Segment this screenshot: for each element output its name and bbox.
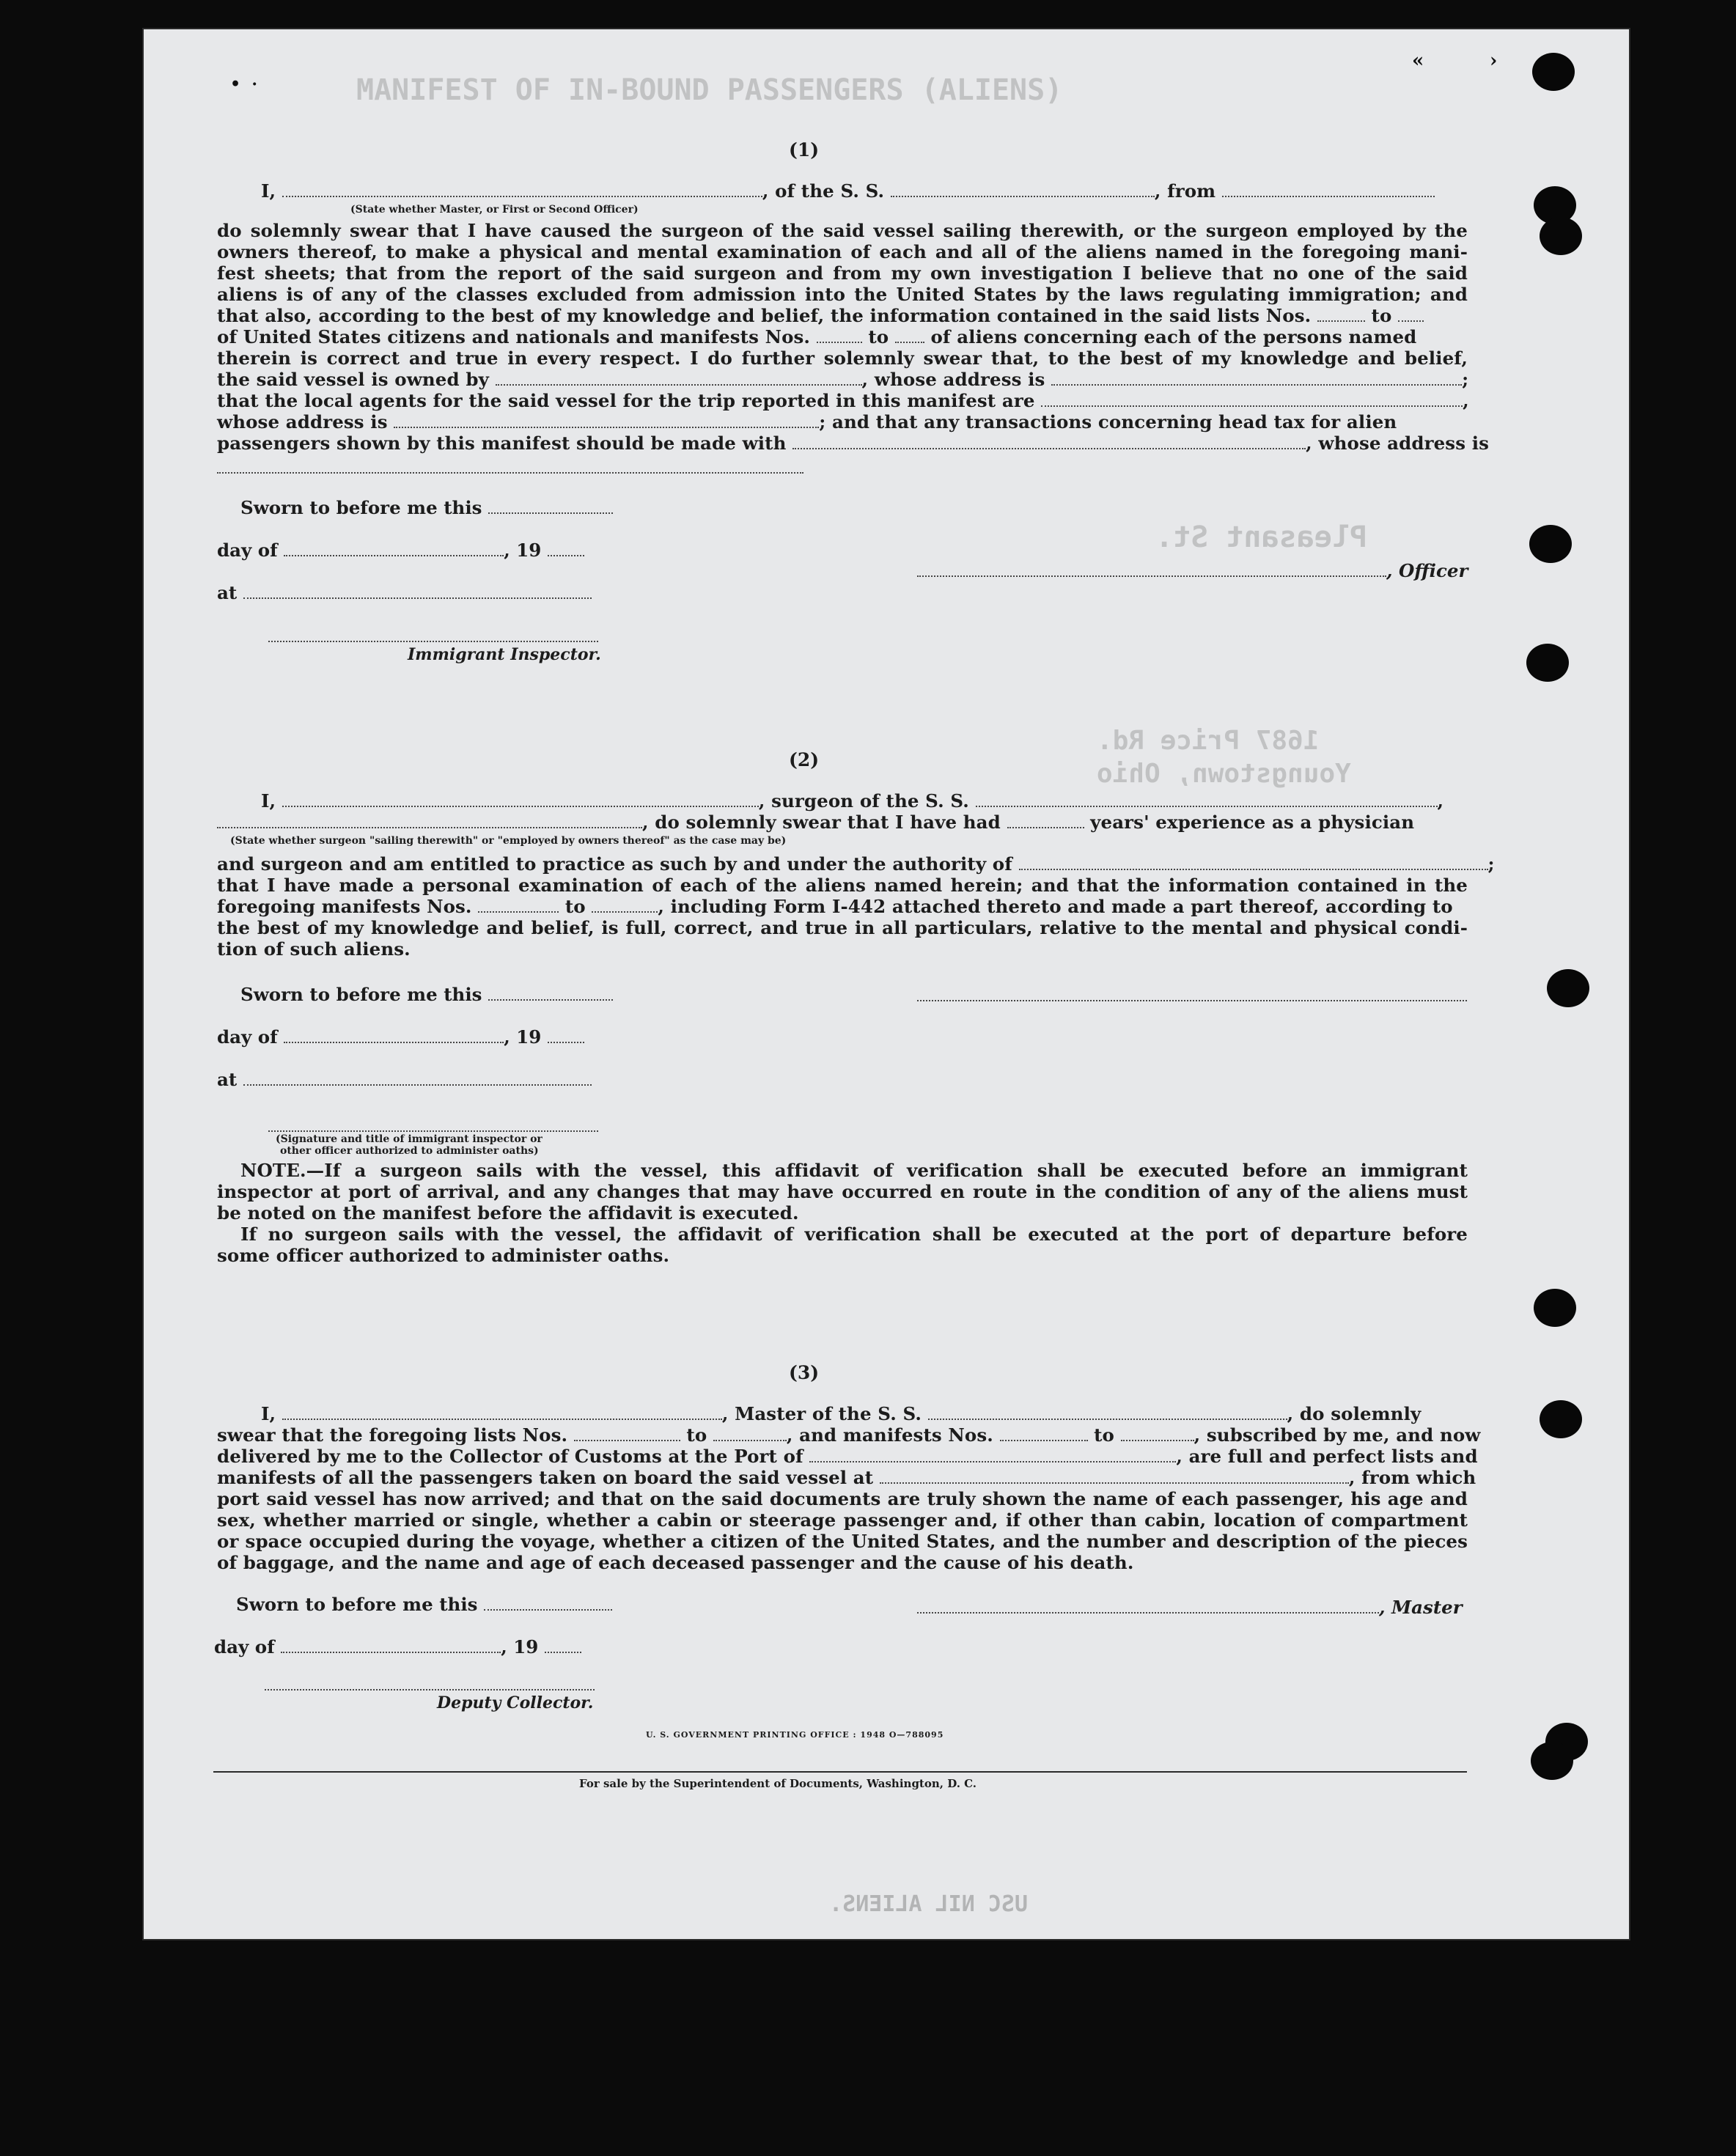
from-label: , from [1154, 180, 1222, 202]
bleed-through-road: 1687 Price Rd. [1097, 726, 1320, 756]
section-2-line-1: I, , surgeon of the S. S. , [261, 790, 1444, 812]
surgeon-signature-line [917, 998, 1467, 1001]
note-line-4: If no surgeon sails with the vessel, the affidavit of verification shall be executed at the port of departure before [240, 1224, 1468, 1245]
section-1-body-5: that also, according to the best of my knowledge and belief, the information contained in the said lists Nos. to [217, 305, 1424, 326]
section-2-sworn: Sworn to before me this [240, 984, 613, 1005]
bleed-through-bottom: USC NIL ALIENS. [829, 1891, 1028, 1917]
punch-hole [1547, 969, 1589, 1007]
printing-office: U. S. GOVERNMENT PRINTING OFFICE : 1948 O—788095 [646, 1730, 944, 1740]
section-1-at: at [217, 582, 592, 603]
section-2-at: at [217, 1069, 592, 1090]
stray-mark: › [1490, 50, 1498, 72]
note-line-5: some officer authorized to administer oaths. [217, 1245, 670, 1266]
immigrant-inspector-label: Immigrant Inspector. [408, 645, 601, 664]
section-1-body-7: therein is correct and true in every respect. I do further solemnly swear that, to the best of my knowledge and belief, [217, 347, 1468, 369]
bleed-through-street: Pleasant St. [1155, 520, 1367, 554]
inspector-signature-line [268, 639, 598, 642]
punch-hole [1526, 644, 1569, 682]
section-1-body-10: whose address is ; and that any transactions concerning head tax for alien [217, 411, 1397, 433]
section-3-line-3: delivered by me to the Collector of Customs at the Port of , are full and perfect lists and [217, 1446, 1478, 1467]
stray-mark: • · [230, 75, 258, 94]
punch-hole [1531, 1742, 1573, 1780]
section-2-number: (2) [789, 749, 820, 770]
note-line-3: be noted on the manifest before the affidavit is executed. [217, 1202, 799, 1224]
address-line [217, 471, 803, 474]
note-line-2: inspector at port of arrival, and any changes that may have occurred en route in the condition of any of the aliens must [217, 1181, 1468, 1202]
state-whether-note: (State whether Master, or First or Second Officer) [350, 204, 639, 216]
punch-hole [1534, 1289, 1576, 1327]
section-1-body-2: owners thereof, to make a physical and mental examination of each and all of the aliens named in the foregoing mani- [217, 241, 1468, 262]
section-1-body-3: fest sheets; that from the report of the said surgeon and from my own investigation I believe that no one of the said [217, 262, 1468, 284]
section-3-sworn: Sworn to before me this [236, 1594, 612, 1615]
section-1-body-4: aliens is of any of the classes excluded from admission into the United States by the laws regulating immigration; and [217, 284, 1468, 305]
section-1-body-11: passengers shown by this manifest should be made with , whose address is [217, 433, 1490, 454]
section-1-number: (1) [789, 139, 820, 161]
section-2-body-5: tion of such aliens. [217, 938, 411, 960]
punch-hole [1540, 217, 1582, 255]
of-the-ss: , of the S. S. [762, 180, 891, 202]
section-2-line-2: , do solemnly swear that I have had years' experience as a physician [217, 812, 1414, 833]
signature-note-1: (Signature and title of immigrant inspector or [276, 1133, 542, 1145]
section-3-body-1: port said vessel has now arrived; and that on the said documents are truly shown the name of each passenger, his age and [217, 1488, 1468, 1509]
section-3-body-3: or space occupied during the voyage, whether a citizen of the United States, and the number and description of the pieces [217, 1531, 1468, 1552]
section-3-body-2: sex, whether married or single, whether a cabin or steerage passenger and, if other than cabin, location of compartment [217, 1509, 1468, 1531]
punch-hole [1532, 53, 1575, 91]
section-1-body-6: of United States citizens and nationals and manifests Nos. to of aliens concerning each of the persons named [217, 326, 1417, 347]
section-3-body-4: of baggage, and the name and age of each deceased passenger and the cause of his death. [217, 1552, 1134, 1573]
section-1-line-1 [261, 180, 1435, 202]
section-2-body-2: that I have made a personal examination of each of the aliens named herein; and that the information contained in the [217, 875, 1468, 896]
line-i: I, [261, 180, 282, 202]
section-2-day-of: day of , 19 [217, 1026, 584, 1048]
section-3-line-1: I, , Master of the S. S. , do solemnly [261, 1403, 1421, 1424]
section-3-line-4: manifests of all the passengers taken on board the said vessel at , from which [217, 1467, 1476, 1488]
manifest-page [144, 29, 1629, 1939]
bleed-through-header: MANIFEST OF IN-BOUND PASSENGERS (ALIENS) [356, 73, 1063, 107]
section-1-sworn: Sworn to before me this [240, 497, 613, 518]
section-3-line-2: swear that the foregoing lists Nos. to , and manifests Nos. to , subscribed by me, and now [217, 1424, 1481, 1446]
section-2-body-4: the best of my knowledge and belief, is full, correct, and true in all particulars, relative to the mental and physical condi- [217, 917, 1468, 938]
note-line-1: NOTE.—If a surgeon sails with the vessel, this affidavit of verification shall be executed before an immigrant [240, 1160, 1468, 1181]
section-2-body-1: and surgeon and am entitled to practice as such by and under the authority of ; [217, 853, 1495, 875]
section-3-number: (3) [789, 1362, 820, 1383]
for-sale-note: For sale by the Superintendent of Documents, Washington, D. C. [579, 1777, 977, 1790]
section-2-body-3: foregoing manifests Nos. to , including Form I-442 attached thereto and made a part thereof, according to [217, 896, 1453, 917]
signature-note-2: other officer authorized to administer oaths) [280, 1145, 539, 1157]
deputy-signature-line [265, 1688, 595, 1690]
section-1-day-of: day of , 19 [217, 540, 584, 561]
section-2-state-note: (State whether surgeon "sailing therewith" or "employed by owners thereof" as the case may be) [230, 835, 787, 847]
bleed-through-city: Youngstown, Ohio [1097, 759, 1351, 789]
section-3-day-of: day of , 19 [214, 1636, 581, 1658]
section-2-inspector-line [268, 1129, 598, 1132]
section-1-body-9: that the local agents for the said vessel for the trip reported in this manifest are , [217, 390, 1469, 411]
section-1-officer: , Officer [917, 560, 1468, 581]
section-1-body-1: do solemnly swear that I have caused the surgeon of the said vessel sailing therewith, or the surgeon employed by the [217, 220, 1468, 241]
section-3-master: , Master [917, 1597, 1463, 1618]
punch-hole [1529, 525, 1572, 563]
punch-hole [1540, 1400, 1582, 1438]
section-1-body-8: the said vessel is owned by , whose address is ; [217, 369, 1469, 390]
deputy-collector-label: Deputy Collector. [437, 1693, 594, 1712]
footer-rule [213, 1771, 1467, 1773]
stray-mark: « [1412, 50, 1424, 72]
